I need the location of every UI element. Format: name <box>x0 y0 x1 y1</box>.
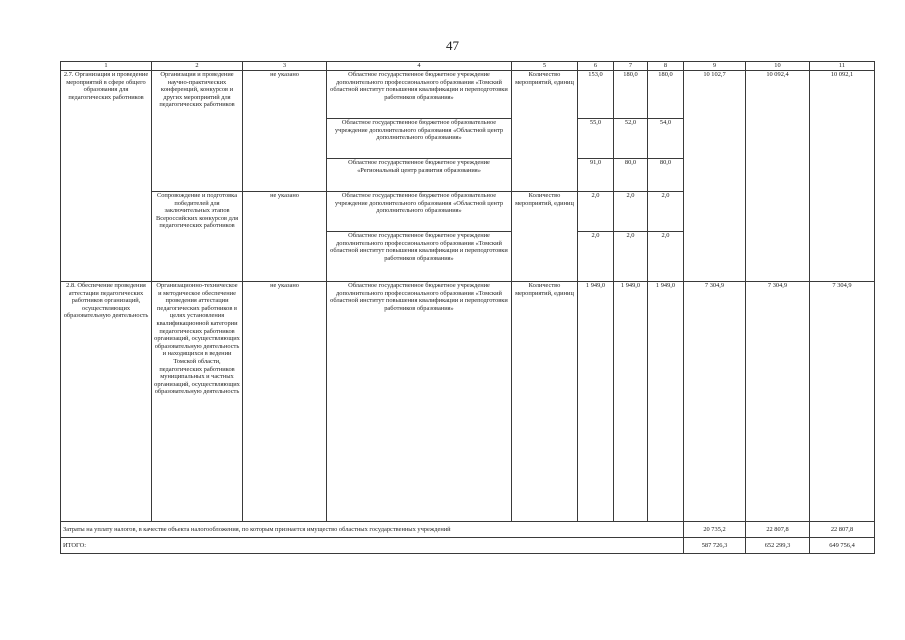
taxes-row <box>61 522 875 538</box>
value-cell: 2,0 <box>578 192 614 232</box>
value-cell: 91,0 <box>578 159 614 192</box>
indicator-not-specified: не указано <box>243 192 327 282</box>
value-cell: 2,0 <box>614 232 648 282</box>
value-cell: 80,0 <box>648 159 684 192</box>
column-number: 3 <box>243 62 327 71</box>
executor-name: Областное государственное бюджетное учреждение дополнительного профессионального образования «Томский областной институт повышения квалификации и переподготовки работников образования» <box>327 71 512 119</box>
executor-name: Областное государственное бюджетное образовательное учреждение дополнительного образования «Областной центр дополнительного образования» <box>327 119 512 159</box>
indicator-unit: Количество мероприятий, единиц <box>512 282 578 522</box>
funding-2-7-col11: 10 092,1 <box>810 71 875 282</box>
measure-2-8-name: 2.8. Обеспечение проведения аттестации педагогических работников организаций, осуществляющих образовательную деятельность <box>61 282 152 522</box>
executor-name: Областное государственное бюджетное образовательное учреждение дополнительного образования «Областной центр дополнительного образования» <box>327 192 512 232</box>
budget-table <box>60 61 875 554</box>
total-col9: 587 726,3 <box>684 538 746 554</box>
activity-contest-support: Сопровождение и подготовка победителей для заключительных этапов Всероссийских конкурсов для педагогических работников <box>152 192 243 282</box>
column-number: 7 <box>614 62 648 71</box>
column-number: 9 <box>684 62 746 71</box>
value-cell: 1 949,0 <box>614 282 648 522</box>
activity-attestation: Организационно-техническое и методическое обеспечение проведения аттестации педагогических работников в целях установления квалификационной категории педагогических работников организаций, осуществляющих образовательную деятельность и находящихся в ведении Томской области, педагогических работников муниципальных и частных организаций, осуществляющих образовательную деятельность <box>152 282 243 522</box>
column-number: 10 <box>746 62 810 71</box>
column-number: 4 <box>327 62 512 71</box>
funding-2-7-col9: 10 102,7 <box>684 71 746 282</box>
column-number-row <box>61 62 875 71</box>
executor-name: Областное государственное бюджетное учреждение дополнительного профессионального образования «Томский областной институт повышения квалификации и переподготовки работников образования» <box>327 232 512 282</box>
funding-2-8-col10: 7 304,9 <box>746 282 810 522</box>
measure-2-7-name: 2.7. Организация и проведение мероприятий в сфере общего образования для педагогических работников <box>61 71 152 282</box>
executor-name: Областное государственное бюджетное учреждение дополнительного профессионального образования «Томский областной институт повышения квалификации и переподготовки работников образования» <box>327 282 512 522</box>
taxes-col11: 22 807,8 <box>810 522 875 538</box>
value-cell: 180,0 <box>614 71 648 119</box>
table-row <box>61 71 875 119</box>
funding-2-8-col11: 7 304,9 <box>810 282 875 522</box>
column-number: 6 <box>578 62 614 71</box>
value-cell: 54,0 <box>648 119 684 159</box>
total-col10: 652 299,3 <box>746 538 810 554</box>
table-row <box>61 282 875 522</box>
value-cell: 52,0 <box>614 119 648 159</box>
funding-2-8-col9: 7 304,9 <box>684 282 746 522</box>
column-number: 8 <box>648 62 684 71</box>
value-cell: 1 949,0 <box>648 282 684 522</box>
indicator-not-specified: не указано <box>243 282 327 522</box>
taxes-label: Затраты на уплату налогов, в качестве объекта налогообложения, по которым признается имущество областных государственных учреждений <box>61 522 684 538</box>
column-number: 2 <box>152 62 243 71</box>
value-cell: 2,0 <box>578 232 614 282</box>
column-number: 11 <box>810 62 875 71</box>
total-col11: 649 756,4 <box>810 538 875 554</box>
page-number: 47 <box>446 38 459 53</box>
value-cell: 1 949,0 <box>578 282 614 522</box>
value-cell: 55,0 <box>578 119 614 159</box>
column-number: 5 <box>512 62 578 71</box>
value-cell: 153,0 <box>578 71 614 119</box>
total-row <box>61 538 875 554</box>
total-label: ИТОГО: <box>61 538 684 554</box>
value-cell: 2,0 <box>648 192 684 232</box>
funding-2-7-col10: 10 092,4 <box>746 71 810 282</box>
taxes-col10: 22 807,8 <box>746 522 810 538</box>
column-number: 1 <box>61 62 152 71</box>
value-cell: 2,0 <box>614 192 648 232</box>
taxes-col9: 20 735,2 <box>684 522 746 538</box>
activity-conferences: Организация и проведение научно-практических конференций, конкурсов и других мероприятий для педагогических работников <box>152 71 243 192</box>
value-cell: 80,0 <box>614 159 648 192</box>
indicator-not-specified: не указано <box>243 71 327 192</box>
executor-name: Областное государственное бюджетное учреждение «Региональный центр развития образования» <box>327 159 512 192</box>
indicator-unit: Количество мероприятий, единиц <box>512 192 578 282</box>
value-cell: 2,0 <box>648 232 684 282</box>
value-cell: 180,0 <box>648 71 684 119</box>
indicator-unit: Количество мероприятий, единиц <box>512 71 578 192</box>
